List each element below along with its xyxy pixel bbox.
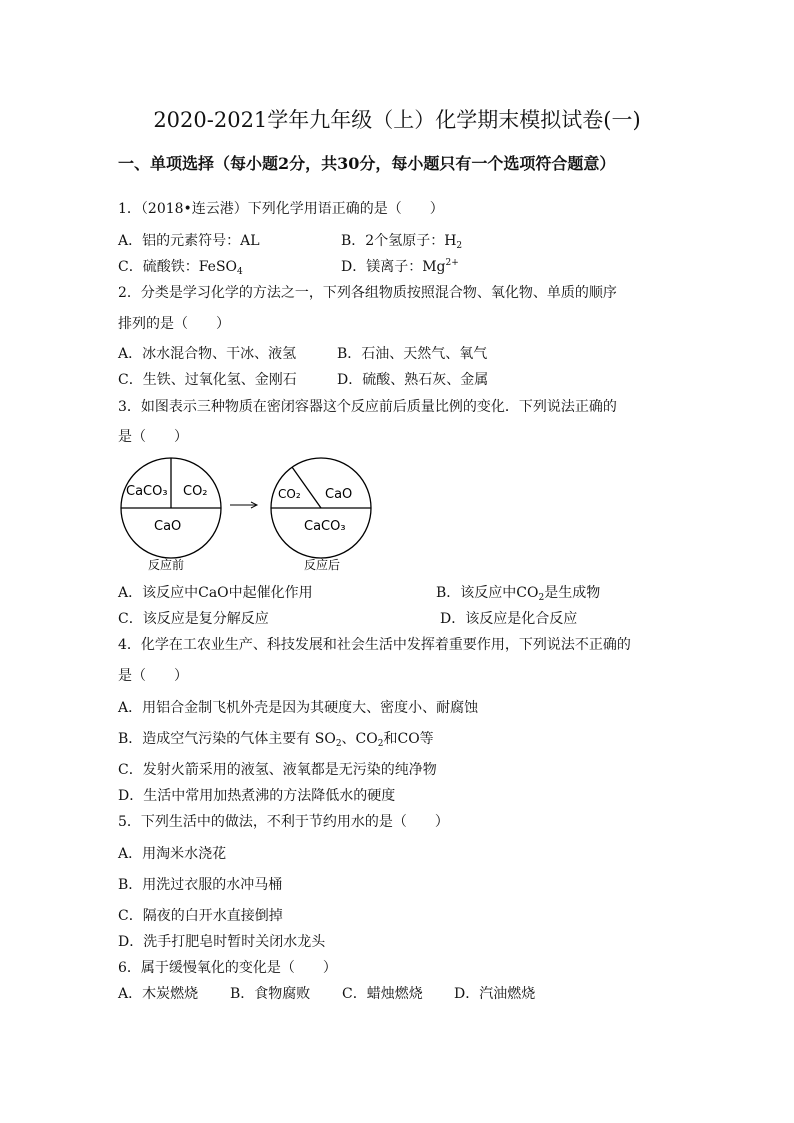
q4-stem-line1: 4．化学在工农业生产、科技发展和社会生活中发挥着重要作用，下列说法不正确的 [118,637,631,653]
q2-option-d: D．硫酸、熟石灰、金属 [337,372,489,388]
q2-stem-line1: 2．分类是学习化学的方法之一，下列各组物质按照混合物、氧化物、单质的顺序 [118,285,617,301]
q1-option-b: B．2个氢原子：$H_2$ [341,233,463,251]
q4-option-a: A．用铝合金制飞机外壳是因为其硬度大、密度小、耐腐蚀 [118,700,479,716]
before-caption: 反应前 [148,558,185,572]
q4-option-d: D．生活中常用加热煮沸的方法降低水的硬度 [118,788,396,804]
q5-stem: 5．下列生活中的做法，不利于节约用水的是（ ） [118,814,449,830]
before-cao-label: CaO [154,519,182,534]
q6-option-b: B．食物腐败 [230,986,311,1002]
after-caption: 反应后 [304,558,341,572]
q2-option-b: B．石油、天然气、氧气 [337,346,488,362]
q5-option-b: B．用洗过衣服的水冲马桶 [118,877,283,893]
q2-option-c: C．生铁、过氧化氢、金刚石 [118,372,297,388]
q1-option-d: D．镁离子：$Mg^{2+}$ [341,258,459,275]
before-caco3-label: CaCO₃ [126,484,168,499]
q5-option-d: D．洗手打肥皂时暂时关闭水龙头 [118,934,326,950]
page-title: 2020-2021学年九年级（上）化学期末模拟试卷(一) [153,108,641,132]
q5-option-a: A．用淘米水浇花 [118,846,227,862]
q3-stem-line1: 3．如图表示三种物质在密闭容器这个反应前后质量比例的变化．下列说法正确的 [118,399,617,415]
q6-option-a: A．木炭燃烧 [118,986,199,1002]
q1-option-c: C．硫酸铁：FeSO$_4$ [118,259,243,277]
section-heading: 一、单项选择（每小题2分，共30分，每小题只有一个选项符合题意） [118,154,616,173]
q6-option-d: D．汽油燃烧 [454,986,536,1002]
before-co2-label: CO₂ [183,484,208,499]
q6-option-c: C．蜡烛燃烧 [342,986,423,1002]
q2-stem-line2: 排列的是（ ） [118,316,230,332]
q4-option-b: B．造成空气污染的气体主要有 $SO_2$、$CO_2$和CO等 [118,731,434,749]
q3-pie-figure [100,448,400,576]
after-caco3-label: CaCO₃ [304,519,346,534]
q4-option-c: C．发射火箭采用的液氢、液氧都是无污染的纯净物 [118,762,437,778]
q3-stem-line2: 是（ ） [118,429,188,445]
after-cao-label: CaO [325,487,353,502]
q3-option-c: C．该反应是复分解反应 [118,611,269,627]
q4-stem-line2: 是（ ） [118,668,188,684]
q3-option-d: D．该反应是化合反应 [440,611,578,627]
q6-stem: 6．属于缓慢氧化的变化是（ ） [118,960,337,976]
q3-option-a: A．该反应中CaO中起催化作用 [118,585,313,601]
q2-option-a: A．冰水混合物、干冰、液氢 [118,346,297,362]
q5-option-c: C．隔夜的白开水直接倒掉 [118,908,283,924]
q3-option-b: B．该反应中$CO_2$是生成物 [436,585,601,603]
q1-option-a: A．铝的元素符号：AL [118,233,260,249]
after-co2-label: CO₂ [278,487,301,501]
q1-stem: 1．（2018•连云港）下列化学用语正确的是（ ） [118,201,444,217]
